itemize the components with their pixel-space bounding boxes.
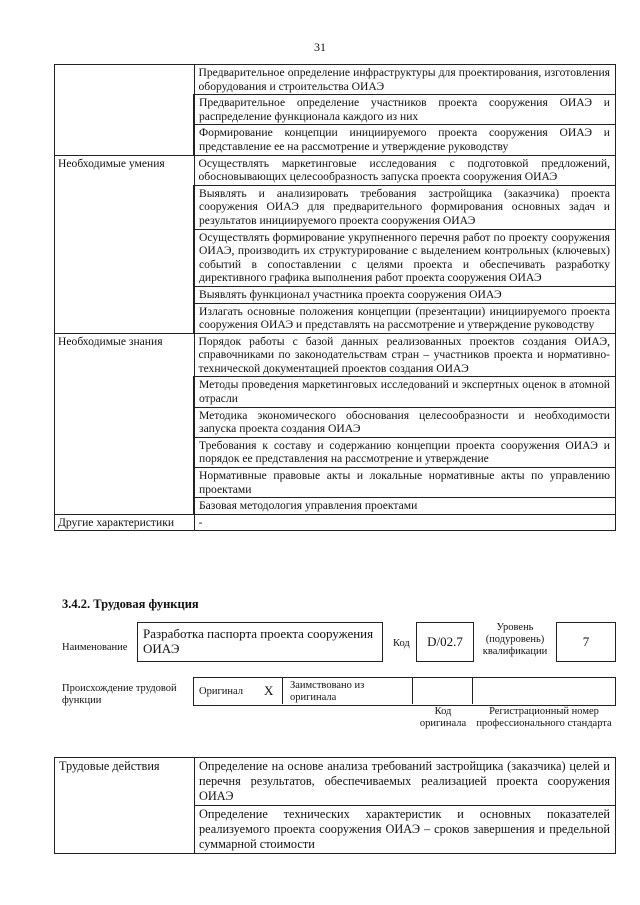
labor-action-item: Определение технических характеристик и основных показателей реализуемого проекта сооружения ОИАЭ – сроков завершения и предельной суммарной стоимости bbox=[195, 806, 616, 854]
page-number: 31 bbox=[314, 40, 326, 54]
original-mark: X bbox=[264, 683, 274, 698]
knowledge-label: Необходимые знания bbox=[55, 333, 195, 514]
skill-item: Выявлять и анализировать требования застройщика (заказчика) проекта сооружения ОИАЭ для предварительного формирования основных задач и результатов инициируемого проекта сооружения ОИАЭ bbox=[194, 185, 616, 229]
code-value: D/02.7 bbox=[427, 634, 463, 649]
origin-code-cell bbox=[413, 677, 473, 704]
skill-item: Осуществлять формирование укрупненного перечня работ по проекту сооружения ОИАЭ, производить их структурирование с выделением контрольных (ключевых) событий в сопоставлении с целями проекта и обеспечивать разработку директивного графика выполнения работ проекта сооружения ОИАЭ bbox=[194, 229, 616, 286]
knowledge-item: Требования к составу и содержанию концепции проекта сооружения ОИАЭ и порядок ее представления на рассмотрение и утверждение bbox=[194, 437, 616, 467]
continued-item: Формирование концепции инициируемого проекта сооружения ОИАЭ и представление ее на рассмотрение и утверждение руководству bbox=[194, 125, 616, 155]
skill-item: Излагать основные положения концепции (презентации) инициируемого проекта сооружения ОИАЭ и представлять на рассмотрение и утверждение руководству bbox=[194, 303, 616, 333]
section-title: 3.4.2. Трудовая функция bbox=[62, 597, 199, 611]
table-row bbox=[55, 514, 616, 531]
skill-item: Осуществлять маркетинговые исследования с подготовкой предложений, обосновывающих целесообразность запуска проекта сооружения ОИАЭ bbox=[194, 155, 616, 185]
skill-item: Выявлять функционал участника проекта сооружения ОИАЭ bbox=[194, 286, 616, 303]
continued-label-cell bbox=[55, 65, 195, 156]
borrowed-label: Заимствовано из оригинала bbox=[290, 680, 365, 703]
table-row bbox=[55, 758, 616, 806]
origin-label: Происхождение трудовой функции bbox=[62, 683, 177, 706]
original-label: Оригинал bbox=[199, 686, 243, 697]
other-label: Другие характеристики bbox=[55, 514, 195, 531]
other-value: - bbox=[194, 514, 616, 531]
name-label: Наименование bbox=[62, 642, 128, 653]
knowledge-item: Порядок работы с базой данных реализованных проектов создания ОИАЭ, справочниками по законодательствам стран – участников проекта и нормативно-технической документацией проектов создания ОИАЭ bbox=[194, 333, 616, 377]
knowledge-item: Методы проведения маркетинговых исследований и экспертных оценок в атомной отрасли bbox=[194, 377, 616, 407]
reg-number-label: Регистрационный номер профессионального стандарта bbox=[476, 706, 612, 729]
continued-item: Предварительное определение инфраструктуры для проектирования, изготовления оборудования и строительства ОИАЭ bbox=[194, 65, 616, 95]
requirements-table bbox=[54, 64, 616, 531]
level-value: 7 bbox=[582, 634, 590, 649]
origin-code-label: Код оригинала bbox=[419, 706, 467, 729]
knowledge-item: Нормативные правовые акты и локальные нормативные акты по управлению проектами bbox=[194, 468, 616, 498]
level-label: Уровень (подуровень) квалификации bbox=[482, 622, 548, 657]
labor-actions-label: Трудовые действия bbox=[55, 758, 195, 854]
labor-action-item: Определение на основе анализа требований застройщика (заказчика) целей и перечня результатов, обеспечиваемых реализацией проекта сооружения ОИАЭ bbox=[195, 758, 616, 806]
skills-label: Необходимые умения bbox=[55, 155, 195, 333]
knowledge-item: Методика экономического обоснования целесообразности и необходимости запуска проекта создания ОИАЭ bbox=[194, 407, 616, 437]
labor-actions-table bbox=[54, 757, 616, 854]
knowledge-item: Базовая методология управления проектами bbox=[194, 498, 616, 515]
table-row bbox=[55, 65, 616, 95]
name-value: Разработка паспорта проекта сооружения ОИАЭ bbox=[143, 626, 374, 656]
table-row bbox=[55, 155, 616, 185]
code-label: Код bbox=[393, 638, 410, 649]
table-row bbox=[55, 333, 616, 377]
continued-item: Предварительное определение участников проекта сооружения ОИАЭ и распределение функционала каждого из них bbox=[194, 95, 616, 125]
